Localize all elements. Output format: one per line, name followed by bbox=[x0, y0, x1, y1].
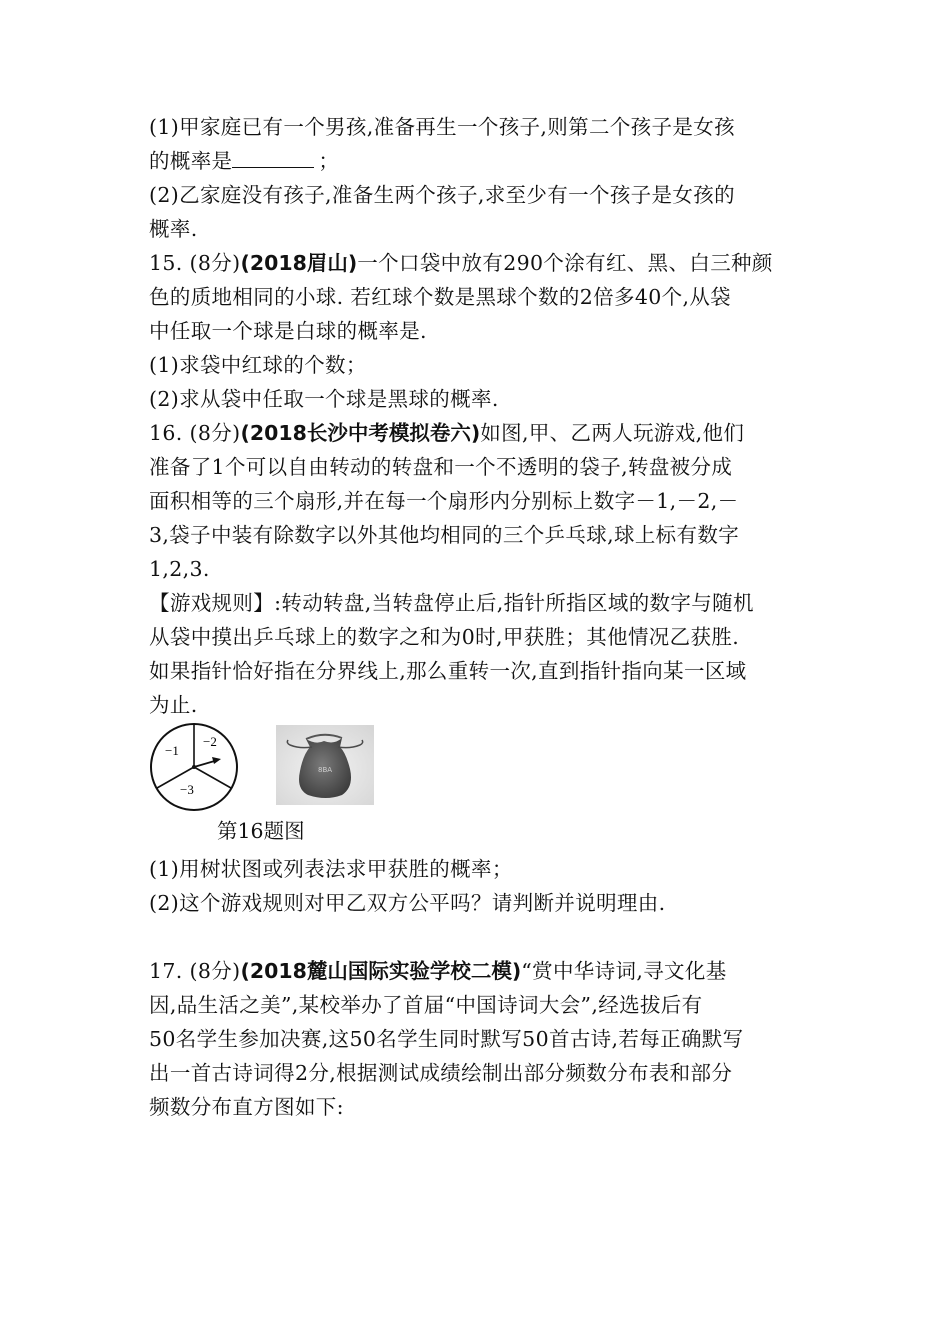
q16-stem-line1 bbox=[149, 416, 809, 450]
q16-stem-line5: 1,2,3. bbox=[149, 557, 210, 581]
q16-rules-line3: 如果指针恰好指在分界线上,那么重转一次,直到指针指向某一区域 bbox=[149, 659, 747, 683]
q14-part2-line1: (2)乙家庭没有孩子,准备生两个孩子,求至少有一个孩子是女孩的 bbox=[149, 183, 735, 207]
q14-part1-text: 的概率是 bbox=[149, 149, 233, 173]
q15-stem-line1 bbox=[149, 246, 809, 280]
q14-part1-line1: (1)甲家庭已有一个男孩,准备再生一个孩子,则第二个孩子是女孩 bbox=[149, 115, 735, 139]
spinner-arrowhead bbox=[212, 757, 221, 764]
q16-rules-line1: 【游戏规则】:转动转盘,当转盘停止后,指针所指区域的数字与随机 bbox=[149, 591, 754, 615]
answer-blank[interactable] bbox=[232, 145, 314, 168]
q15-part2: (2)求从袋中任取一个球是黑球的概率. bbox=[149, 387, 499, 411]
q16-stem-line3: 面积相等的三个扇形,并在每一个扇形内分别标上数字－1,－2,－ bbox=[149, 489, 739, 513]
q17-stem-line2: 因,品生活之美”,某校举办了首届“中国诗词大会”,经选拔后有 bbox=[149, 993, 703, 1017]
q16-part1: (1)用树状图或列表法求甲获胜的概率； bbox=[149, 857, 513, 881]
q16-stem-line2: 准备了1个可以自由转动的转盘和一个不透明的袋子,转盘被分成 bbox=[149, 455, 733, 479]
q17-number: 17. (8分) bbox=[149, 959, 241, 983]
q14-part1-end: ； bbox=[318, 149, 340, 173]
q15-part1: (1)求袋中红球的个数； bbox=[149, 353, 367, 377]
q16-source: (2018长沙中考模拟卷六) bbox=[240, 421, 481, 445]
figure-caption: 第16题图 bbox=[217, 819, 305, 843]
q15-stem-line2: 色的质地相同的小球. 若红球个数是黑球个数的2倍多40个,从袋 bbox=[149, 285, 732, 309]
q14-part2-line2: 概率. bbox=[149, 217, 198, 241]
q16-rules-line4: 为止. bbox=[149, 693, 198, 717]
spinner-label-minus3: −3 bbox=[180, 782, 194, 797]
q16-number: 16. (8分) bbox=[149, 421, 241, 445]
bag-photo bbox=[276, 725, 374, 805]
q17-text: “赏中华诗词,寻文化基 bbox=[521, 959, 727, 983]
q17-stem-line4: 出一首古诗词得2分,根据测试成绩绘制出部分频数分布表和部分 bbox=[149, 1061, 733, 1085]
q16-figure bbox=[149, 722, 389, 812]
q15-stem-line3: 中任取一个球是白球的概率是. bbox=[149, 319, 427, 343]
q16-part2: (2)这个游戏规则对甲乙双方公平吗？请判断并说明理由. bbox=[149, 891, 666, 915]
spinner-label-minus2: −2 bbox=[203, 734, 217, 749]
q14-part1-line2 bbox=[149, 144, 809, 178]
q15-text: 一个口袋中放有290个涂有红、黑、白三种颜 bbox=[357, 251, 773, 275]
q16-rules-line2: 从袋中摸出乒乓球上的数字之和为0时,甲获胜；其他情况乙获胜. bbox=[149, 625, 740, 649]
bag-label: 8BA bbox=[318, 766, 333, 774]
spinner-center bbox=[192, 765, 196, 769]
spinner-label-minus1: −1 bbox=[165, 743, 179, 758]
spinner-diagram bbox=[149, 722, 239, 812]
q17-stem-line3: 50名学生参加决赛,这50名学生同时默写50首古诗,若每正确默写 bbox=[149, 1027, 744, 1051]
q15-number: 15. (8分) bbox=[149, 251, 241, 275]
q15-source: (2018眉山) bbox=[240, 251, 358, 275]
q16-text: 如图,甲、乙两人玩游戏,他们 bbox=[480, 421, 745, 445]
q16-stem-line4: 3,袋子中装有除数字以外其他均相同的三个乒乓球,球上标有数字 bbox=[149, 523, 740, 547]
q17-source: (2018麓山国际实验学校二模) bbox=[240, 959, 522, 983]
q17-stem-line5: 频数分布直方图如下: bbox=[149, 1095, 344, 1119]
spinner-divider-right bbox=[194, 767, 231, 788]
q17-stem-line1 bbox=[149, 954, 809, 988]
